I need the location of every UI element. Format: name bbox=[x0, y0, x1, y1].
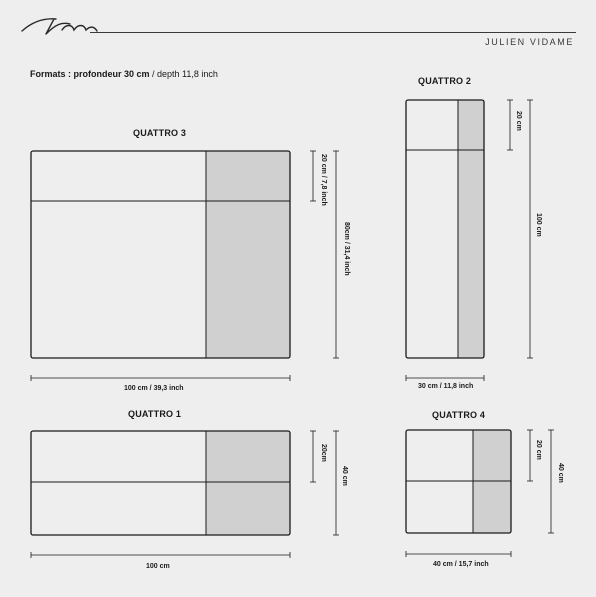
quattro3-title: QUATTRO 3 bbox=[133, 128, 187, 138]
formats-label: Formats : profondeur 30 cm bbox=[30, 69, 150, 79]
quattro4-width-label: 40 cm / 15,7 inch bbox=[433, 561, 489, 568]
formats-depth: / depth 11,8 inch bbox=[149, 69, 218, 79]
quattro2-shaded-column bbox=[458, 100, 484, 358]
quattro2-module bbox=[406, 100, 533, 381]
quattro2-total-height-label: 100 cm bbox=[535, 213, 542, 237]
quattro3-top-height-label: 20 cm / 7,8 inch bbox=[320, 154, 327, 206]
quattro4-total-height-label: 40 cm bbox=[557, 463, 564, 483]
quattro2-width-label: 30 cm / 11,8 inch bbox=[418, 383, 474, 390]
brand-name: JULIEN VIDAME bbox=[485, 37, 574, 47]
quattro4-title: QUATTRO 4 bbox=[432, 410, 486, 420]
quattro3-module bbox=[31, 151, 339, 381]
quattro1-width-label: 100 cm bbox=[146, 563, 170, 570]
quattro1-top-height-label: 20cm bbox=[320, 444, 327, 462]
quattro1-total-height-label: 40 cm bbox=[341, 466, 348, 486]
quattro1-module bbox=[31, 431, 339, 558]
quattro3-total-height-label: 80cm / 31,4 inch bbox=[343, 222, 350, 276]
quattro2-top-height-label: 20 cm bbox=[515, 111, 522, 131]
quattro3-width-label: 100 cm / 39,3 inch bbox=[124, 385, 184, 392]
quattro4-module bbox=[406, 430, 554, 557]
quattro2-title: QUATTRO 2 bbox=[418, 76, 472, 86]
quattro1-title: QUATTRO 1 bbox=[128, 409, 182, 419]
quattro3-shaded-column bbox=[206, 151, 290, 358]
quattro4-top-height-label: 20 cm bbox=[535, 440, 542, 460]
quattro1-shaded-column bbox=[206, 431, 290, 535]
